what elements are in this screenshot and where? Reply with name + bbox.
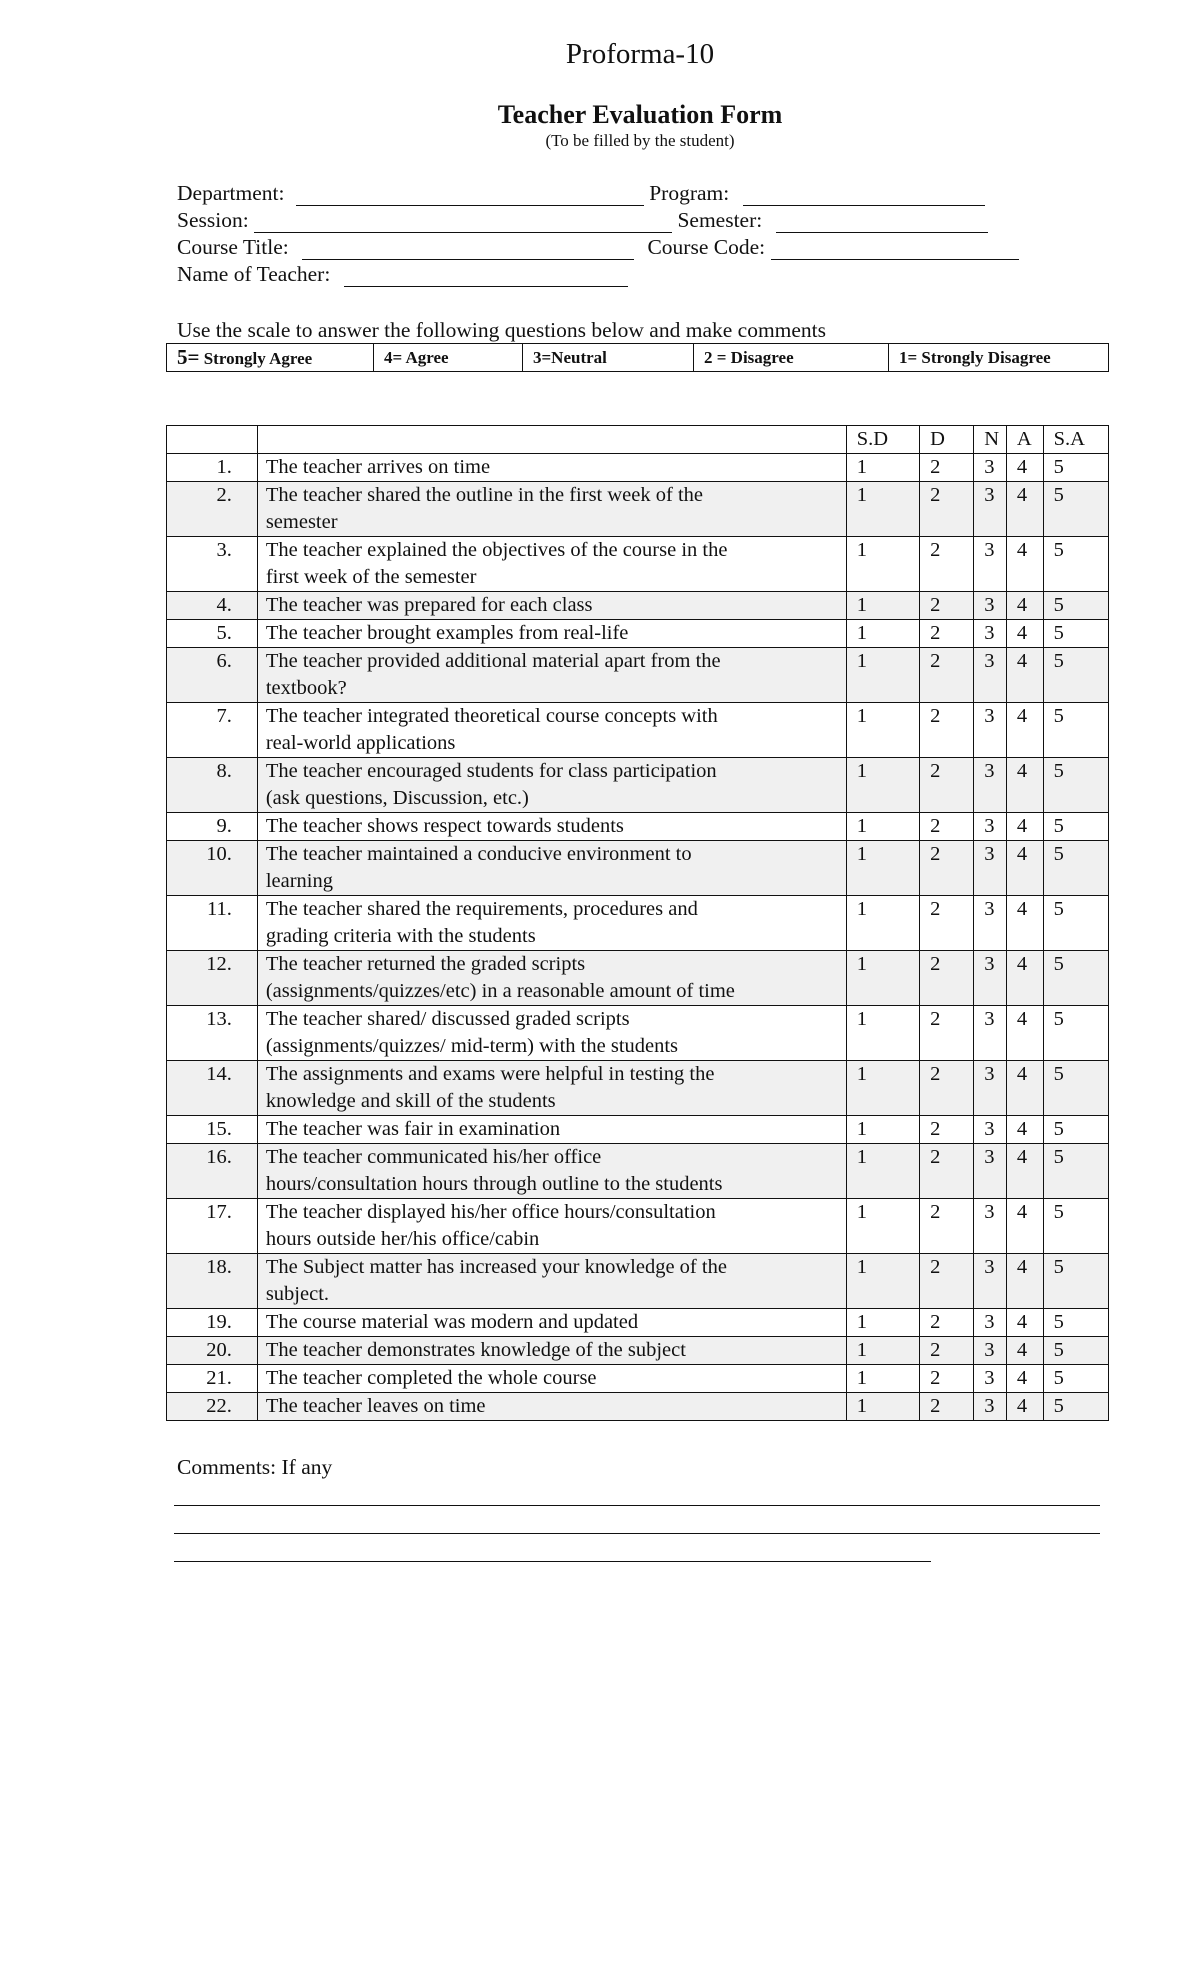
rating-option[interactable]: 4 <box>1006 648 1043 703</box>
question-text <box>257 813 846 841</box>
rating-option[interactable]: 3 <box>974 813 1007 841</box>
field-row-department-program <box>177 181 985 207</box>
question-number: 18. <box>167 1254 258 1309</box>
rating-option[interactable]: 4 <box>1006 703 1043 758</box>
rating-option[interactable]: 3 <box>974 951 1007 1006</box>
rating-option[interactable]: 5 <box>1043 620 1108 648</box>
rating-option[interactable]: 5 <box>1043 703 1108 758</box>
rating-option[interactable]: 4 <box>1006 841 1043 896</box>
department-label: Department: <box>177 181 285 205</box>
question-line: The teacher encouraged students for class participation <box>265 760 717 782</box>
rating-option[interactable]: 2 <box>920 813 974 841</box>
rating-option[interactable]: 1 <box>846 537 919 592</box>
table-row <box>167 703 1109 758</box>
question-text <box>257 1393 846 1421</box>
question-text <box>257 537 846 592</box>
rating-option[interactable]: 5 <box>1043 1254 1108 1309</box>
table-row <box>167 482 1109 537</box>
rating-option[interactable]: 3 <box>974 537 1007 592</box>
question-line: grading criteria with the students <box>265 925 536 947</box>
table-row <box>167 1006 1109 1061</box>
question-text <box>257 1116 846 1144</box>
question-number: 4. <box>167 592 258 620</box>
question-text <box>257 1199 846 1254</box>
question-text <box>257 1144 846 1199</box>
question-line: The teacher demonstrates knowledge of the subject <box>265 1339 686 1361</box>
header-scale-cell: D <box>920 426 974 454</box>
question-line: The teacher shared/ discussed graded scripts <box>265 1008 630 1030</box>
scale-neutral: 3=Neutral <box>523 344 694 372</box>
scale-strongly-agree: 5= Strongly Agree <box>167 344 374 372</box>
rating-option[interactable]: 3 <box>974 896 1007 951</box>
rating-option[interactable]: 5 <box>1043 1309 1108 1337</box>
question-line: semester <box>265 511 338 533</box>
rating-option[interactable]: 3 <box>974 1061 1007 1116</box>
field-row-session-semester <box>177 208 988 234</box>
form-subtitle: (To be filled by the student) <box>545 131 735 150</box>
rating-option[interactable]: 5 <box>1043 1365 1108 1393</box>
rating-option[interactable]: 5 <box>1043 896 1108 951</box>
question-line: The assignments and exams were helpful in testing the <box>265 1063 715 1085</box>
question-line: textbook? <box>265 677 347 699</box>
rating-option[interactable]: 1 <box>846 758 919 813</box>
question-text <box>257 648 846 703</box>
rating-option[interactable]: 3 <box>974 1199 1007 1254</box>
question-line: subject. <box>265 1283 330 1305</box>
question-line: real-world applications <box>265 732 456 754</box>
rating-option[interactable]: 1 <box>846 482 919 537</box>
question-text <box>257 592 846 620</box>
rating-option[interactable]: 2 <box>920 758 974 813</box>
rating-option[interactable]: 1 <box>846 703 919 758</box>
question-line: The teacher arrives on time <box>265 456 491 478</box>
rating-option[interactable]: 5 <box>1043 813 1108 841</box>
rating-option[interactable]: 2 <box>920 1393 974 1421</box>
rating-option[interactable]: 4 <box>1006 592 1043 620</box>
question-line: (ask questions, Discussion, etc.) <box>265 787 529 809</box>
rating-option[interactable]: 1 <box>846 1309 919 1337</box>
rating-option[interactable]: 4 <box>1006 1365 1043 1393</box>
rating-option[interactable]: 3 <box>974 1393 1007 1421</box>
question-number: 11. <box>167 896 258 951</box>
rating-option[interactable]: 3 <box>974 592 1007 620</box>
rating-option[interactable]: 4 <box>1006 537 1043 592</box>
rating-option[interactable]: 5 <box>1043 1116 1108 1144</box>
question-line: The teacher communicated his/her office <box>265 1146 602 1168</box>
question-line: first week of the semester <box>265 566 477 588</box>
field-row-teacher <box>177 262 628 288</box>
rating-option[interactable]: 4 <box>1006 620 1043 648</box>
comment-line-1[interactable] <box>174 1505 1100 1506</box>
question-number: 14. <box>167 1061 258 1116</box>
program-field[interactable] <box>743 185 985 206</box>
question-number: 5. <box>167 620 258 648</box>
course-code-field[interactable] <box>771 239 1019 260</box>
rating-option[interactable]: 3 <box>974 1309 1007 1337</box>
session-label: Session: <box>177 208 249 232</box>
question-text <box>257 620 846 648</box>
question-text <box>257 1061 846 1116</box>
rating-option[interactable]: 4 <box>1006 1116 1043 1144</box>
question-line: (assignments/quizzes/etc) in a reasonable amount of time <box>265 980 735 1002</box>
question-line: The teacher shows respect towards students <box>265 815 624 837</box>
teacher-name-field[interactable] <box>344 266 628 287</box>
rating-option[interactable]: 2 <box>920 454 974 482</box>
instructions-text: Use the scale to answer the following questions below and make comments <box>177 318 827 342</box>
rating-option[interactable]: 2 <box>920 1254 974 1309</box>
question-number: 7. <box>167 703 258 758</box>
rating-option[interactable]: 1 <box>846 592 919 620</box>
evaluation-table <box>166 425 1109 1421</box>
rating-option[interactable]: 2 <box>920 951 974 1006</box>
rating-option[interactable]: 1 <box>846 1199 919 1254</box>
question-line: (assignments/quizzes/ mid-term) with the students <box>265 1035 679 1057</box>
table-header-row <box>167 426 1109 454</box>
rating-option[interactable]: 3 <box>974 703 1007 758</box>
question-line: The teacher explained the objectives of the course in the <box>265 539 728 561</box>
program-label: Program: <box>649 181 730 205</box>
header-scale-cell: S.A <box>1043 426 1108 454</box>
rating-option[interactable]: 3 <box>974 1006 1007 1061</box>
table-row <box>167 1309 1109 1337</box>
header-question-cell <box>257 426 846 454</box>
table-row <box>167 454 1109 482</box>
course-title-label: Course Title: <box>177 235 289 259</box>
table-row <box>167 758 1109 813</box>
table-row <box>167 1254 1109 1309</box>
rating-option[interactable]: 4 <box>1006 1144 1043 1199</box>
question-number: 21. <box>167 1365 258 1393</box>
rating-option[interactable]: 4 <box>1006 1061 1043 1116</box>
question-text <box>257 1309 846 1337</box>
question-line: The teacher returned the graded scripts <box>265 953 586 975</box>
question-line: knowledge and skill of the students <box>265 1090 556 1112</box>
rating-option[interactable]: 4 <box>1006 1393 1043 1421</box>
table-row <box>167 648 1109 703</box>
rating-option[interactable]: 4 <box>1006 1199 1043 1254</box>
question-number: 19. <box>167 1309 258 1337</box>
table-row <box>167 951 1109 1006</box>
rating-option[interactable]: 3 <box>974 620 1007 648</box>
question-line: The teacher displayed his/her office hours/consultation <box>265 1201 716 1223</box>
question-number: 22. <box>167 1393 258 1421</box>
rating-option[interactable]: 3 <box>974 1144 1007 1199</box>
rating-option[interactable]: 5 <box>1043 1144 1108 1199</box>
semester-label: Semester: <box>677 208 763 232</box>
rating-option[interactable]: 3 <box>974 758 1007 813</box>
rating-option[interactable]: 5 <box>1043 592 1108 620</box>
table-row <box>167 841 1109 896</box>
rating-option[interactable]: 2 <box>920 1365 974 1393</box>
rating-option[interactable]: 1 <box>846 1144 919 1199</box>
question-number: 1. <box>167 454 258 482</box>
rating-option[interactable]: 4 <box>1006 813 1043 841</box>
table-row <box>167 1393 1109 1421</box>
question-line: The teacher brought examples from real-life <box>265 622 629 644</box>
question-line: The teacher shared the outline in the first week of the <box>265 484 703 506</box>
rating-option[interactable]: 2 <box>920 1006 974 1061</box>
rating-option[interactable]: 4 <box>1006 951 1043 1006</box>
table-row <box>167 1116 1109 1144</box>
rating-option[interactable]: 2 <box>920 703 974 758</box>
question-number: 9. <box>167 813 258 841</box>
question-line: The teacher was fair in examination <box>265 1118 561 1140</box>
rating-option[interactable]: 2 <box>920 1116 974 1144</box>
question-number: 8. <box>167 758 258 813</box>
question-number: 16. <box>167 1144 258 1199</box>
rating-option[interactable]: 3 <box>974 1116 1007 1144</box>
question-line: The teacher completed the whole course <box>265 1367 597 1389</box>
question-number: 6. <box>167 648 258 703</box>
table-row <box>167 1337 1109 1365</box>
header-scale-cell: S.D <box>846 426 919 454</box>
rating-option[interactable]: 3 <box>974 1365 1007 1393</box>
rating-option[interactable]: 4 <box>1006 758 1043 813</box>
question-text <box>257 951 846 1006</box>
table-row <box>167 537 1109 592</box>
question-line: hours/consultation hours through outline to the students <box>265 1173 723 1195</box>
rating-option[interactable]: 5 <box>1043 648 1108 703</box>
rating-option[interactable]: 1 <box>846 1365 919 1393</box>
question-number: 20. <box>167 1337 258 1365</box>
rating-option[interactable]: 4 <box>1006 482 1043 537</box>
rating-option[interactable]: 4 <box>1006 1006 1043 1061</box>
table-row <box>167 896 1109 951</box>
rating-option[interactable]: 4 <box>1006 454 1043 482</box>
rating-option[interactable]: 3 <box>974 482 1007 537</box>
scale-strongly-disagree: 1= Strongly Disagree <box>889 344 1109 372</box>
rating-option[interactable]: 5 <box>1043 537 1108 592</box>
scale-agree: 4= Agree <box>374 344 523 372</box>
rating-option[interactable]: 2 <box>920 482 974 537</box>
rating-scale-legend <box>166 343 1109 372</box>
question-line: hours outside her/his office/cabin <box>265 1228 540 1250</box>
session-field[interactable] <box>254 212 672 233</box>
rating-option[interactable]: 1 <box>846 841 919 896</box>
table-row <box>167 813 1109 841</box>
table-row <box>167 592 1109 620</box>
rating-option[interactable]: 2 <box>920 1061 974 1116</box>
question-text <box>257 1337 846 1365</box>
rating-option[interactable]: 4 <box>1006 1309 1043 1337</box>
rating-option[interactable]: 4 <box>1006 896 1043 951</box>
question-line: The teacher maintained a conducive environment to <box>265 843 692 865</box>
header-number-cell <box>167 426 258 454</box>
rating-option[interactable]: 1 <box>846 1116 919 1144</box>
teacher-name-label: Name of Teacher: <box>177 262 331 286</box>
course-code-label: Course Code: <box>647 235 766 259</box>
rating-option[interactable]: 3 <box>974 1254 1007 1309</box>
rating-option[interactable]: 2 <box>920 648 974 703</box>
rating-option[interactable]: 5 <box>1043 482 1108 537</box>
question-text <box>257 454 846 482</box>
question-number: 17. <box>167 1199 258 1254</box>
question-line: learning <box>265 870 333 892</box>
rating-option[interactable]: 5 <box>1043 951 1108 1006</box>
question-text <box>257 1365 846 1393</box>
rating-option[interactable]: 1 <box>846 454 919 482</box>
rating-option[interactable]: 1 <box>846 896 919 951</box>
rating-option[interactable]: 1 <box>846 813 919 841</box>
question-number: 10. <box>167 841 258 896</box>
rating-option[interactable]: 2 <box>920 841 974 896</box>
question-text <box>257 758 846 813</box>
question-number: 2. <box>167 482 258 537</box>
rating-option[interactable]: 3 <box>974 1337 1007 1365</box>
rating-option[interactable]: 5 <box>1043 1337 1108 1365</box>
rating-option[interactable]: 1 <box>846 951 919 1006</box>
question-line: The teacher provided additional material apart from the <box>265 650 721 672</box>
table-row <box>167 620 1109 648</box>
department-field[interactable] <box>296 185 644 206</box>
table-row <box>167 1199 1109 1254</box>
course-title-field[interactable] <box>302 239 634 260</box>
question-line: The teacher integrated theoretical course concepts with <box>265 705 718 727</box>
rating-option[interactable]: 3 <box>974 841 1007 896</box>
rating-option[interactable]: 5 <box>1043 1199 1108 1254</box>
header-scale-cell: A <box>1006 426 1043 454</box>
rating-option[interactable]: 5 <box>1043 1061 1108 1116</box>
rating-option[interactable]: 3 <box>974 454 1007 482</box>
question-number: 12. <box>167 951 258 1006</box>
rating-option[interactable]: 4 <box>1006 1337 1043 1365</box>
question-line: The course material was modern and updated <box>265 1311 639 1333</box>
question-line: The teacher shared the requirements, procedures and <box>265 898 698 920</box>
rating-option[interactable]: 5 <box>1043 758 1108 813</box>
comments-label: Comments: If any <box>177 1455 333 1479</box>
rating-option[interactable]: 2 <box>920 537 974 592</box>
question-line: The teacher leaves on time <box>265 1395 486 1417</box>
rating-option[interactable]: 2 <box>920 1309 974 1337</box>
question-number: 13. <box>167 1006 258 1061</box>
rating-option[interactable]: 3 <box>974 648 1007 703</box>
question-text <box>257 1006 846 1061</box>
rating-option[interactable]: 2 <box>920 620 974 648</box>
question-text <box>257 841 846 896</box>
rating-option[interactable]: 5 <box>1043 454 1108 482</box>
rating-option[interactable]: 5 <box>1043 1393 1108 1421</box>
semester-field[interactable] <box>776 212 988 233</box>
question-number: 3. <box>167 537 258 592</box>
rating-option[interactable]: 5 <box>1043 1006 1108 1061</box>
question-line: The teacher was prepared for each class <box>265 594 593 616</box>
field-row-course <box>177 235 1019 261</box>
form-title: Teacher Evaluation Form <box>497 100 783 129</box>
header-scale-cell: N <box>974 426 1007 454</box>
rating-option[interactable]: 1 <box>846 620 919 648</box>
question-text <box>257 703 846 758</box>
rating-option[interactable]: 2 <box>920 1337 974 1365</box>
rating-option[interactable]: 1 <box>846 648 919 703</box>
rating-option[interactable]: 1 <box>846 1006 919 1061</box>
rating-option[interactable]: 4 <box>1006 1254 1043 1309</box>
proforma-label: Proforma-10 <box>565 38 715 70</box>
scale-disagree: 2 = Disagree <box>694 344 889 372</box>
rating-option[interactable]: 1 <box>846 1254 919 1309</box>
table-row <box>167 1144 1109 1199</box>
question-line: The Subject matter has increased your knowledge of the <box>265 1256 727 1278</box>
table-row <box>167 1061 1109 1116</box>
rating-option[interactable]: 2 <box>920 592 974 620</box>
table-row <box>167 1365 1109 1393</box>
rating-option[interactable]: 1 <box>846 1337 919 1365</box>
rating-option[interactable]: 2 <box>920 896 974 951</box>
rating-option[interactable]: 1 <box>846 1393 919 1421</box>
rating-option[interactable]: 1 <box>846 1061 919 1116</box>
comment-line-2[interactable] <box>174 1533 1100 1534</box>
rating-option[interactable]: 2 <box>920 1144 974 1199</box>
comment-line-3[interactable] <box>174 1561 931 1562</box>
question-text <box>257 896 846 951</box>
question-text <box>257 1254 846 1309</box>
rating-option[interactable]: 5 <box>1043 841 1108 896</box>
rating-option[interactable]: 2 <box>920 1199 974 1254</box>
question-text <box>257 482 846 537</box>
question-number: 15. <box>167 1116 258 1144</box>
